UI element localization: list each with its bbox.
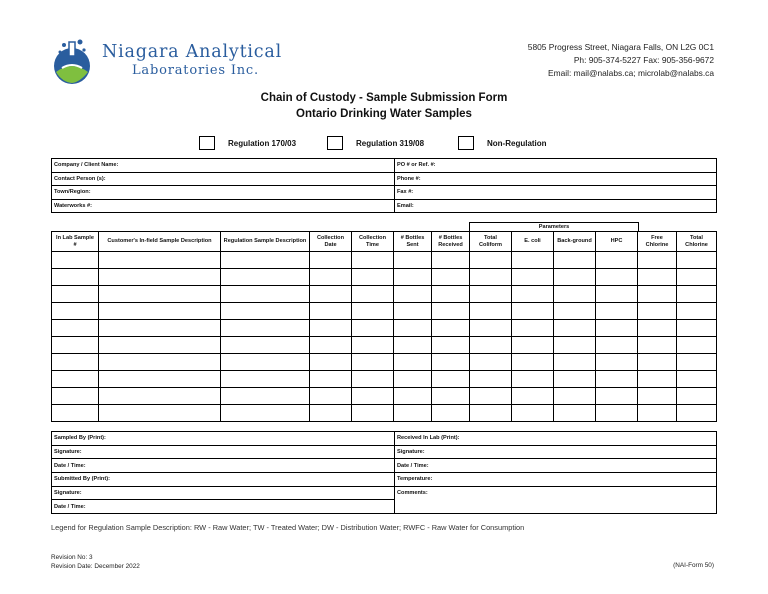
sample-cell[interactable] xyxy=(554,337,596,354)
sample-cell[interactable] xyxy=(470,337,512,354)
received-in-lab-field[interactable]: Received In Lab (Print): xyxy=(395,432,717,446)
column-header: Collection Date xyxy=(310,232,352,252)
sample-cell[interactable] xyxy=(99,371,221,388)
table-header-row xyxy=(52,232,717,252)
regulation-label: Regulation 319/08 xyxy=(356,138,425,148)
sample-cell[interactable] xyxy=(554,286,596,303)
sample-cell[interactable] xyxy=(52,337,99,354)
sample-cell[interactable] xyxy=(470,286,512,303)
sample-cell[interactable] xyxy=(52,371,99,388)
sample-cell[interactable] xyxy=(221,371,310,388)
sample-cell[interactable] xyxy=(596,320,638,337)
sample-cell[interactable] xyxy=(677,320,717,337)
sample-cell[interactable] xyxy=(596,252,638,269)
column-header: Back-ground xyxy=(554,232,596,252)
sample-cell[interactable] xyxy=(310,405,352,422)
sample-cell[interactable] xyxy=(432,320,470,337)
sample-cell[interactable] xyxy=(394,337,432,354)
sample-cell[interactable] xyxy=(221,405,310,422)
parameters-heading: Parameters xyxy=(469,222,639,232)
sample-cell[interactable] xyxy=(554,388,596,405)
sample-cell[interactable] xyxy=(470,269,512,286)
column-header: Total Coliform xyxy=(470,232,512,252)
column-header: HPC xyxy=(596,232,638,252)
sample-cell[interactable] xyxy=(512,354,554,371)
sample-cell[interactable] xyxy=(99,286,221,303)
table-row xyxy=(52,269,717,286)
table-row xyxy=(52,459,717,473)
sample-cell[interactable] xyxy=(596,371,638,388)
form-title: Chain of Custody - Sample Submission Form xyxy=(260,92,508,104)
sample-cell[interactable] xyxy=(394,286,432,303)
sample-cell[interactable] xyxy=(394,303,432,320)
sample-cell[interactable] xyxy=(596,337,638,354)
company-logo xyxy=(50,36,300,86)
sample-cell[interactable] xyxy=(99,303,221,320)
regulation-option-non-regulation[interactable] xyxy=(458,136,547,150)
regulation-label: Non-Regulation xyxy=(487,138,547,148)
sample-cell[interactable] xyxy=(394,371,432,388)
sample-cell[interactable] xyxy=(677,354,717,371)
regulation-option-170-03[interactable] xyxy=(199,136,296,150)
sample-cell[interactable] xyxy=(638,405,677,422)
company-email: Email: mail@nalabs.ca; microlab@nalabs.ca xyxy=(548,68,714,78)
table-row xyxy=(52,286,717,303)
sample-cell[interactable] xyxy=(470,354,512,371)
table-row xyxy=(52,159,717,173)
sample-cell[interactable] xyxy=(638,337,677,354)
column-header: Customer's In-field Sample Description xyxy=(99,232,221,252)
sample-cell[interactable] xyxy=(432,405,470,422)
table-row xyxy=(52,354,717,371)
email-field[interactable]: Email: xyxy=(395,199,717,213)
sample-cell[interactable] xyxy=(677,252,717,269)
sample-cell[interactable] xyxy=(99,354,221,371)
sample-cell[interactable] xyxy=(638,303,677,320)
sample-cell[interactable] xyxy=(432,286,470,303)
temperature-field[interactable]: Temperature: xyxy=(395,473,717,487)
sample-cell[interactable] xyxy=(310,303,352,320)
regulation-options xyxy=(0,136,768,150)
checkbox-non-regulation[interactable] xyxy=(458,136,474,150)
sample-cell[interactable] xyxy=(596,354,638,371)
regulation-option-319-08[interactable] xyxy=(327,136,424,150)
sample-cell[interactable] xyxy=(512,303,554,320)
sample-cell[interactable] xyxy=(310,286,352,303)
sample-cell[interactable] xyxy=(52,388,99,405)
sample-cell[interactable] xyxy=(310,320,352,337)
sample-cell[interactable] xyxy=(554,354,596,371)
fax-field[interactable]: Fax #: xyxy=(395,186,717,200)
sample-cell[interactable] xyxy=(432,354,470,371)
sample-cell[interactable] xyxy=(677,286,717,303)
submitter-signature-field[interactable]: Signature: xyxy=(52,486,395,500)
sample-cell[interactable] xyxy=(99,405,221,422)
column-header: Total Chlorine xyxy=(677,232,717,252)
sample-cell[interactable] xyxy=(52,405,99,422)
form-subtitle: Ontario Drinking Water Samples xyxy=(296,108,472,120)
sample-cell[interactable] xyxy=(52,286,99,303)
sample-cell[interactable] xyxy=(470,320,512,337)
sample-cell[interactable] xyxy=(310,269,352,286)
submitted-by-field[interactable]: Submitted By (Print): xyxy=(52,473,395,487)
sample-cell[interactable] xyxy=(221,252,310,269)
samples-table xyxy=(51,231,717,422)
column-header: In Lab Sample # xyxy=(52,232,99,252)
sample-cell[interactable] xyxy=(596,405,638,422)
sample-cell[interactable] xyxy=(596,286,638,303)
sample-cell[interactable] xyxy=(99,252,221,269)
sample-cell[interactable] xyxy=(352,337,394,354)
table-row xyxy=(52,252,717,269)
table-row xyxy=(52,172,717,186)
table-row xyxy=(52,303,717,320)
sample-cell[interactable] xyxy=(221,303,310,320)
sample-cell[interactable] xyxy=(512,252,554,269)
table-row xyxy=(52,432,717,446)
sample-cell[interactable] xyxy=(352,388,394,405)
sample-cell[interactable] xyxy=(352,320,394,337)
sample-cell[interactable] xyxy=(432,269,470,286)
table-row xyxy=(52,199,717,213)
table-row xyxy=(52,186,717,200)
column-header: Regulation Sample Description xyxy=(221,232,310,252)
submitted-datetime-field[interactable]: Date / Time: xyxy=(52,500,395,514)
sample-cell[interactable] xyxy=(638,354,677,371)
comments-field[interactable]: Comments: xyxy=(395,486,717,513)
sample-cell[interactable] xyxy=(221,388,310,405)
sample-cell[interactable] xyxy=(352,303,394,320)
column-header: Free Chlorine xyxy=(638,232,677,252)
waterworks-field[interactable]: Waterworks #: xyxy=(52,199,395,213)
sample-cell[interactable] xyxy=(394,252,432,269)
column-header: # Bottles Received xyxy=(432,232,470,252)
sample-cell[interactable] xyxy=(554,371,596,388)
sample-cell[interactable] xyxy=(432,337,470,354)
sample-cell[interactable] xyxy=(554,252,596,269)
form-number: (NAI-Form 50) xyxy=(673,562,714,569)
table-row xyxy=(52,473,717,487)
sample-cell[interactable] xyxy=(52,252,99,269)
sample-cell[interactable] xyxy=(394,269,432,286)
sample-cell[interactable] xyxy=(554,320,596,337)
sample-cell[interactable] xyxy=(470,388,512,405)
table-row xyxy=(52,388,717,405)
sample-cell[interactable] xyxy=(470,371,512,388)
sample-cell[interactable] xyxy=(512,269,554,286)
po-ref-field[interactable]: PO # or Ref. #: xyxy=(395,159,717,173)
sampled-by-field[interactable]: Sampled By (Print): xyxy=(52,432,395,446)
company-phone-fax: Ph: 905-374-5227 Fax: 905-356-9672 xyxy=(573,55,714,65)
sampler-signature-field[interactable]: Signature: xyxy=(52,445,395,459)
sample-cell[interactable] xyxy=(221,337,310,354)
sample-cell[interactable] xyxy=(432,303,470,320)
sample-cell[interactable] xyxy=(352,286,394,303)
sample-cell[interactable] xyxy=(310,388,352,405)
sample-cell[interactable] xyxy=(638,252,677,269)
sample-cell[interactable] xyxy=(512,320,554,337)
sample-cell[interactable] xyxy=(99,269,221,286)
sample-cell[interactable] xyxy=(310,371,352,388)
table-row xyxy=(52,337,717,354)
sample-cell[interactable] xyxy=(638,320,677,337)
sample-cell[interactable] xyxy=(352,405,394,422)
table-row xyxy=(52,371,717,388)
flask-globe-icon xyxy=(50,36,98,86)
sample-cell[interactable] xyxy=(52,269,99,286)
received-datetime-field[interactable]: Date / Time: xyxy=(395,459,717,473)
table-row xyxy=(52,486,717,500)
sample-cell[interactable] xyxy=(394,320,432,337)
sample-cell[interactable] xyxy=(677,303,717,320)
column-header: Collection Time xyxy=(352,232,394,252)
sample-cell[interactable] xyxy=(512,388,554,405)
table-row xyxy=(52,445,717,459)
sample-cell[interactable] xyxy=(394,405,432,422)
legend-text: Legend for Regulation Sample Description: RW - Raw Water; TW - Treated Water; DW - Distribution Water; RWFC - Raw Water for Consumption xyxy=(51,523,525,532)
column-header: # Bottles Sent xyxy=(394,232,432,252)
phone-field[interactable]: Phone #: xyxy=(395,172,717,186)
sample-cell[interactable] xyxy=(677,405,717,422)
sample-cell[interactable] xyxy=(677,388,717,405)
sample-cell[interactable] xyxy=(52,303,99,320)
sample-cell[interactable] xyxy=(310,252,352,269)
sample-cell[interactable] xyxy=(52,320,99,337)
sampled-datetime-field[interactable]: Date / Time: xyxy=(52,459,395,473)
sample-cell[interactable] xyxy=(677,371,717,388)
sample-cell[interactable] xyxy=(512,405,554,422)
sample-cell[interactable] xyxy=(512,371,554,388)
sample-cell[interactable] xyxy=(394,388,432,405)
town-region-field[interactable]: Town/Region: xyxy=(52,186,395,200)
sample-cell[interactable] xyxy=(432,252,470,269)
sample-cell[interactable] xyxy=(554,303,596,320)
sample-cell[interactable] xyxy=(638,269,677,286)
sample-cell[interactable] xyxy=(352,269,394,286)
table-row xyxy=(52,405,717,422)
sample-cell[interactable] xyxy=(310,337,352,354)
sample-cell[interactable] xyxy=(432,371,470,388)
receiver-signature-field[interactable]: Signature: xyxy=(395,445,717,459)
sample-cell[interactable] xyxy=(512,337,554,354)
sample-cell[interactable] xyxy=(554,405,596,422)
sample-cell[interactable] xyxy=(596,303,638,320)
sample-cell[interactable] xyxy=(470,405,512,422)
sample-cell[interactable] xyxy=(352,371,394,388)
sample-cell[interactable] xyxy=(596,388,638,405)
company-name-line2: Laboratories Inc. xyxy=(132,63,259,78)
sample-cell[interactable] xyxy=(677,269,717,286)
sample-cell[interactable] xyxy=(638,286,677,303)
sample-cell[interactable] xyxy=(470,303,512,320)
sample-cell[interactable] xyxy=(221,320,310,337)
sample-cell[interactable] xyxy=(512,286,554,303)
company-address: 5805 Progress Street, Niagara Falls, ON L2G 0C1 xyxy=(527,42,714,52)
sample-cell[interactable] xyxy=(394,354,432,371)
regulation-label: Regulation 170/03 xyxy=(228,138,297,148)
checkbox-regulation-319-08[interactable] xyxy=(327,136,343,150)
sample-cell[interactable] xyxy=(99,388,221,405)
sample-cell[interactable] xyxy=(221,269,310,286)
sample-cell[interactable] xyxy=(99,320,221,337)
sample-cell[interactable] xyxy=(352,252,394,269)
checkbox-regulation-170-03[interactable] xyxy=(199,136,215,150)
company-address-block xyxy=(528,41,714,80)
sample-cell[interactable] xyxy=(596,269,638,286)
company-name: Niagara Analytical xyxy=(102,42,283,62)
client-info-table xyxy=(51,158,717,213)
revision-info xyxy=(51,553,140,571)
sample-cell[interactable] xyxy=(554,269,596,286)
sample-cell[interactable] xyxy=(352,354,394,371)
sample-cell[interactable] xyxy=(52,354,99,371)
sample-cell[interactable] xyxy=(677,337,717,354)
sample-cell[interactable] xyxy=(638,371,677,388)
column-header: E. coli xyxy=(512,232,554,252)
sample-cell[interactable] xyxy=(221,286,310,303)
contact-person-field[interactable]: Contact Person (s): xyxy=(52,172,395,186)
sample-cell[interactable] xyxy=(638,388,677,405)
table-row xyxy=(52,320,717,337)
revision-date: Revision Date: December 2022 xyxy=(51,563,140,570)
sample-cell[interactable] xyxy=(99,337,221,354)
revision-number: Revision No: 3 xyxy=(51,554,93,561)
company-name-field[interactable]: Company / Client Name: xyxy=(52,159,395,173)
sample-cell[interactable] xyxy=(470,252,512,269)
sample-cell[interactable] xyxy=(310,354,352,371)
sample-cell[interactable] xyxy=(432,388,470,405)
signoff-table xyxy=(51,431,717,514)
sample-cell[interactable] xyxy=(221,354,310,371)
